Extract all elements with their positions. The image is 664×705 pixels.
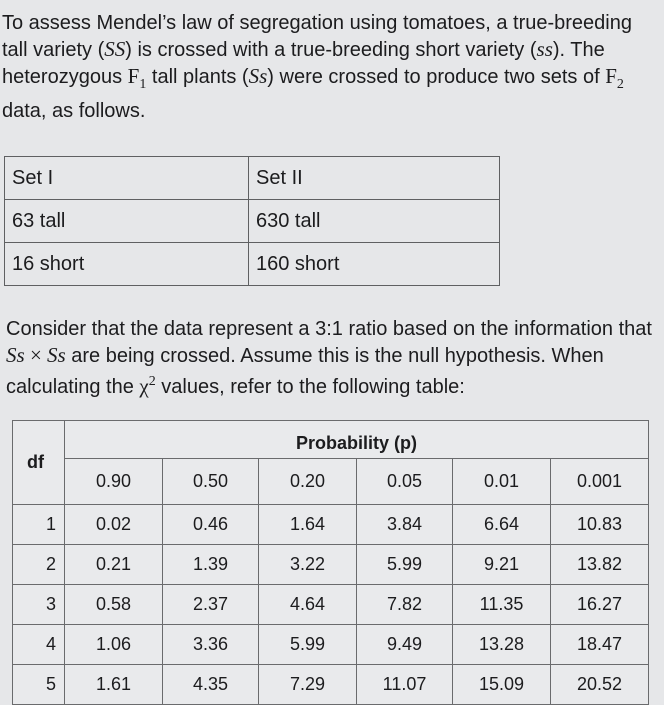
value-cell: 7.82 [357, 585, 453, 625]
col-header: 0.001 [551, 459, 649, 505]
value-cell: 4.35 [163, 665, 259, 705]
value-cell: 10.83 [551, 505, 649, 545]
set-1-tall: 63 tall [5, 200, 249, 243]
value-cell: 20.52 [551, 665, 649, 705]
cross-genotype-a: Ss [6, 343, 25, 367]
table-row [13, 585, 649, 625]
value-cell: 6.64 [453, 505, 551, 545]
col-header: 0.20 [259, 459, 357, 505]
df-cell: 1 [13, 505, 65, 545]
value-cell: 11.07 [357, 665, 453, 705]
genotype-ss-short: ss [536, 37, 553, 61]
col-header: 0.05 [357, 459, 453, 505]
value-cell: 7.29 [259, 665, 357, 705]
df-cell: 3 [13, 585, 65, 625]
value-cell: 5.99 [259, 625, 357, 665]
cross-genotype-b: Ss [47, 343, 66, 367]
value-cell: 15.09 [453, 665, 551, 705]
value-cell: 3.36 [163, 625, 259, 665]
sets-row [5, 200, 500, 243]
table-row [13, 665, 649, 705]
value-cell: 3.22 [259, 545, 357, 585]
set-1-header: Set I [5, 157, 249, 200]
probability-column-row [13, 459, 649, 505]
value-cell: 13.28 [453, 625, 551, 665]
probability-title-row [13, 421, 649, 459]
col-header: 0.90 [65, 459, 163, 505]
intro-paragraph: To assess Mendel’s law of segregation using tomatoes, a true-breeding tall variety (SS) is crossed with a true-breeding short variety (ss). The heterozygous $F_1$ tall plants (Ss) were crossed to produce two sets of $F_2$ data, as follows. [2, 12, 632, 123]
value-cell: 5.99 [357, 545, 453, 585]
f1-label: $F_1$ [127, 64, 147, 93]
table-row [13, 625, 649, 665]
df-cell: 5 [13, 665, 65, 705]
sets-row [5, 243, 500, 286]
df-cell: 4 [13, 625, 65, 665]
value-cell: 0.46 [163, 505, 259, 545]
value-cell: 0.58 [65, 585, 163, 625]
value-cell: 1.39 [163, 545, 259, 585]
f2-label: $F_2$ [605, 64, 624, 93]
value-cell: 2.37 [163, 585, 259, 625]
probability-header: Probability (p) [65, 421, 649, 459]
probability-table [12, 420, 649, 705]
table-row [13, 545, 649, 585]
value-cell: 9.21 [453, 545, 551, 585]
df-cell: 2 [13, 545, 65, 585]
value-cell: 0.21 [65, 545, 163, 585]
df-header: df [13, 421, 65, 505]
value-cell: 0.02 [65, 505, 163, 545]
sets-table [4, 156, 500, 286]
value-cell: 13.82 [551, 545, 649, 585]
sets-header-row [5, 157, 500, 200]
chi-square-symbol: $\chi^2$ [139, 374, 156, 398]
value-cell: 9.49 [357, 625, 453, 665]
value-cell: 4.64 [259, 585, 357, 625]
set-2-short: 160 short [249, 243, 500, 286]
consider-paragraph: Consider that the data represent a 3:1 ratio based on the information that Ss × Ss are being crossed. Assume this is the null hypothesis. When calculating the $\chi^2$ values, refer to the following table: [6, 318, 652, 398]
value-cell: 1.06 [65, 625, 163, 665]
value-cell: 16.27 [551, 585, 649, 625]
col-header: 0.50 [163, 459, 259, 505]
table-row [13, 505, 649, 545]
value-cell: 3.84 [357, 505, 453, 545]
value-cell: 11.35 [453, 585, 551, 625]
value-cell: 1.61 [65, 665, 163, 705]
value-cell: 1.64 [259, 505, 357, 545]
genotype-ss-het: Ss [248, 64, 268, 88]
genotype-ss-tall: SS [104, 37, 126, 61]
col-header: 0.01 [453, 459, 551, 505]
set-1-short: 16 short [5, 243, 249, 286]
set-2-tall: 630 tall [249, 200, 500, 243]
set-2-header: Set II [249, 157, 500, 200]
value-cell: 18.47 [551, 625, 649, 665]
